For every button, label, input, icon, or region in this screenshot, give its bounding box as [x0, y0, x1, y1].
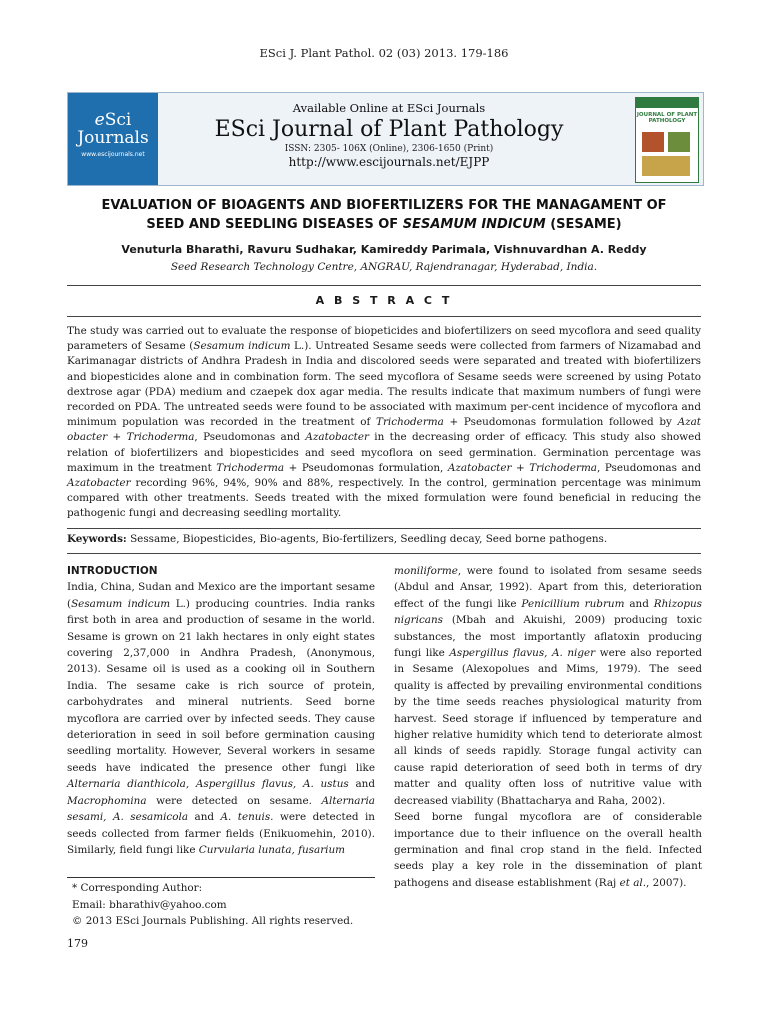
journal-title: ESci Journal of Plant Pathology — [214, 117, 564, 142]
introduction-column-right — [394, 563, 702, 891]
journal-cover-image: JOURNAL OF PLANT PATHOLOGY — [635, 97, 699, 183]
introduction-heading: INTRODUCTION — [67, 565, 158, 577]
divider — [67, 285, 701, 286]
introduction-column-left — [67, 563, 375, 858]
affiliation: Seed Research Technology Centre, ANGRAU, Rajendranagar, Hyderabad, India. — [170, 261, 598, 273]
esci-logo: eSci Journals www.escijournals.net — [68, 93, 158, 185]
author-email[interactable]: Email: bharathiv@yahoo.com — [72, 898, 227, 911]
paper-title: EVALUATION OF BIOAGENTS AND BIOFERTILIZERS FOR THE MANAGAMENT OF SEED AND SEEDLING DISEASES OF SESAMUM INDICUM (SESAME) — [101, 198, 667, 232]
divider — [67, 316, 701, 317]
authors: Venuturla Bharathi, Ravuru Sudhakar, Kamireddy Parimala, Vishnuvardhan A. Reddy — [121, 243, 647, 256]
keywords: Keywords: Sessame, Biopesticides, Bio-agents, Bio-fertilizers, Seedling decay, Seed borne pathogens. — [67, 533, 608, 545]
divider — [67, 528, 701, 529]
divider — [67, 553, 701, 554]
introduction-paragraph: moniliforme, were found to isolated from sesame seeds (Abdul and Ansar, 1992). Apart from this, deterioration effect of the fungi like Penicillium rubrum and Rhizopus nigricans (Mbah and Akuishi, 2009) producing toxic substances, the most importantly aflatoxin producing fungi like Aspergillus flavus, A. niger were also reported in Sesame (Alexopolues and Mims, 1979). The seed quality is affected by prevailing environmental conditions by the time seeds reaches physiological maturity from harvest. Seed storage if influenced by temperature and higher relative humidity which tend to deteriorate almost all kinds of seeds rapidly. Storage fungal activity can cause rapid deterioration of seed both in terms of dry matter and quality often loss of nutritive value with decreased viability (Bhattacharya and Raha, 2002). — [394, 565, 702, 807]
page-number: 179 — [67, 937, 88, 950]
footnote-divider — [67, 877, 375, 878]
abstract-heading: A B S T R A C T — [315, 294, 453, 307]
journal-url[interactable]: http://www.escijournals.net/EJPP — [288, 155, 490, 169]
abstract-text: The study was carried out to evaluate the response of biopeticides and biofertilizers on seed mycoflora and seed quality parameters of Sesame (Sesamum indicum L.). Untreated Sesame seeds were collected from farmers of Nizamabad and Karimanagar districts of Andhra Pradesh in India and discolored seeds were separated and treated with biofertilizers and biopesticides alone and in combination form. The seed mycoflora of Sesame seeds were screened by using Potato dextrose agar (PDA) medium and czaepek dox agar media. The results indicate that maximum numbers of fungi were recorded on PDA. The untreated seeds were found to be associated with maximum per-cent incidence of mycoflora and minimum population was recorded in the treatment of Trichoderma + Pseudomonas formulation followed by Azat obacter + Trichoderma, Pseudomonas and Azatobacter in the decreasing order of efficacy. This study also showed relation of biofertilizers and biopesticides and seed mycoflora on seed germination. Germination percentage was maximum in the treatment Trichoderma + Pseudomonas formulation, Azatobacter + Trichoderma, Pseudomonas and Azatobacter recording 96%, 94%, 90% and 88%, respectively. In the control, germination percentage was minimum compared with other treatments. Seeds treated with the mixed formulation were found beneficial in reducing the pathogenic fungi and decreasing seedling mortality. — [67, 325, 702, 520]
introduction-paragraph: Seed borne fungal mycoflora are of considerable importance due to their influence on the overall health germination and final crop stand in the field. Infected seeds play a key role in the dissemination of plant pathogens and disease establishment (Raj et al., 2007). — [394, 811, 702, 889]
availability-note: Available Online at ESci Journals — [292, 101, 486, 115]
running-head: ESci J. Plant Pathol. 02 (03) 2013. 179-186 — [259, 46, 509, 60]
issn: ISSN: 2305- 106X (Online), 2306-1650 (Print) — [284, 144, 494, 154]
journal-banner — [67, 92, 704, 186]
corresponding-author-footnote: * Corresponding Author: Email: bharathiv@yahoo.com © 2013 ESci Journals Publishing. All rights reserved. — [72, 880, 372, 930]
introduction-paragraph: India, China, Sudan and Mexico are the important sesame (Sesamum indicum L.) producing countries. India ranks first both in area and production of sesame in the world. Sesame is grown on 21 lakh hectares in only eight states covering 2,37,000 in Andhra Pradesh, (Anonymous, 2013). Sesame oil is used as a cooking oil in Southern India. The sesame cake is rich source of protein, carbohydrates and mineral nutrients. Seed borne mycoflora are carried over by infected seeds. They cause deterioration in seed in soil before germination causing seedling mortality. However, Several workers in sesame seeds have indicated the presence other fungi like Alternaria dianthicola, Aspergillus flavus, A. ustus and Macrophomina were detected on sesame. Alternaria sesami, A. sesamicola and A. tenuis. were detected in seeds collected from farmer fields (Enikuomehin, 2010). Similarly, field fungi like Curvularia lunata, fusarium — [67, 581, 375, 856]
